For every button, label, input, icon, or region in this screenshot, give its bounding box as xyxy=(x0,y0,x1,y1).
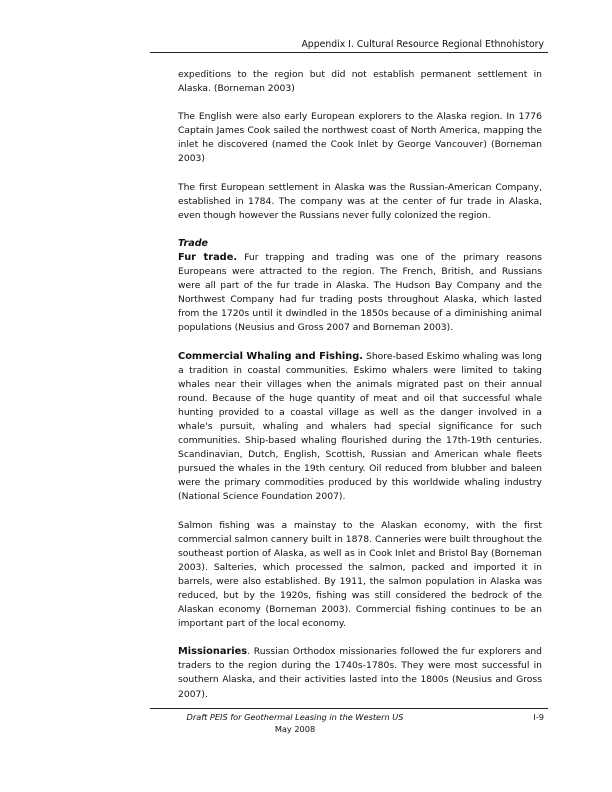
paragraph-fur-trade xyxy=(178,251,542,336)
paragraph-salmon-fishing: Salmon fishing was a mainstay to the Alaskan economy, with the first commercial salmon cannery built in 1878. Canneries were built throughout the southeast portion of Alaska, as well as in Cook Inlet and Bristol Bay (Borneman 2003). Salteries, which processed the salmon, packed and imported it in barrels, were also established. By 1911, the salmon population in Alaska was reduced, but by the 1920s, fishing was still considered the bedrock of the Alaskan economy (Borneman 2003). Commercial fishing continues to be an important part of the local economy. xyxy=(178,519,542,630)
missionaries-label: Missionaries xyxy=(178,646,248,658)
paragraph-english-explorers: The English were also early European explorers to the Alaska region. In 1776 Captain James Cook sailed the northwest coast of North America, mapping the inlet he discovered (named the Cook Inlet by George Vancouver) (Borneman 2003) xyxy=(178,111,542,165)
body-text xyxy=(178,68,542,702)
paragraph-whaling xyxy=(178,350,542,505)
whaling-label: Commercial Whaling and Fishing. xyxy=(178,350,363,362)
fur-trade-text: Fur trapping and trading was one of the primary reasons Europeans were attracted to the region. The French, British, and Russians were all part of the fur trade in Alaska. The Hudson Bay Company and the Northwest Company had fur trading posts throughout Alaska, which lasted from the 1720s until it dwindled in the 1850s because of a diminishing animal populations (Neusius and Gross 2007 and Borneman 2003). xyxy=(178,251,542,334)
fur-trade-label: Fur trade. xyxy=(178,251,238,263)
missionaries-text: . Russian Orthodox missionaries followed the fur explorers and traders to the region during the 1740s-1780s. They were most successful in southern Alaska, and their activities lasted into the 1800s (Neusius and Gross 2007). xyxy=(178,646,542,700)
section-heading-trade: Trade xyxy=(178,237,209,249)
header-divider xyxy=(150,52,548,53)
footer-date: May 2008 xyxy=(274,724,316,734)
paragraph-missionaries xyxy=(178,645,542,701)
page-number: I-9 xyxy=(533,712,544,722)
footer-document-title: Draft PEIS for Geothermal Leasing in the Western US xyxy=(186,712,404,722)
paragraph-expeditions: expeditions to the region but did not establish permanent settlement in Alaska. (Borneman 2003) xyxy=(178,69,542,95)
footer-divider xyxy=(150,708,548,709)
running-header: Appendix I. Cultural Resource Regional Ethnohistory xyxy=(301,39,544,50)
whaling-text: Shore-based Eskimo whaling was long a tradition in coastal communities. Eskimo whalers were limited to taking whales near their villages when the animals migrated past on their annual round. Because of the huge quantity of meat and oil that successful whale hunting provided to a coastal village as well as the danger involved in a whale's pursuit, whaling and whalers had special significance for such communities. Ship-based whaling flourished during the 17th-19th centuries. Scandinavian, Dutch, English, Scottish, Russian and American whale fleets pursued the whales in the 19th century. Oil reduced from blubber and baleen were the primary commodities produced by this worldwide whaling industry (National Science Foundation 2007). xyxy=(178,350,542,503)
paragraph-russian-american-company: The first European settlement in Alaska was the Russian-American Company, established in 1784. The company was at the center of fur trade in Alaska, even though however the Russians never fully colonized the region. xyxy=(178,181,542,221)
